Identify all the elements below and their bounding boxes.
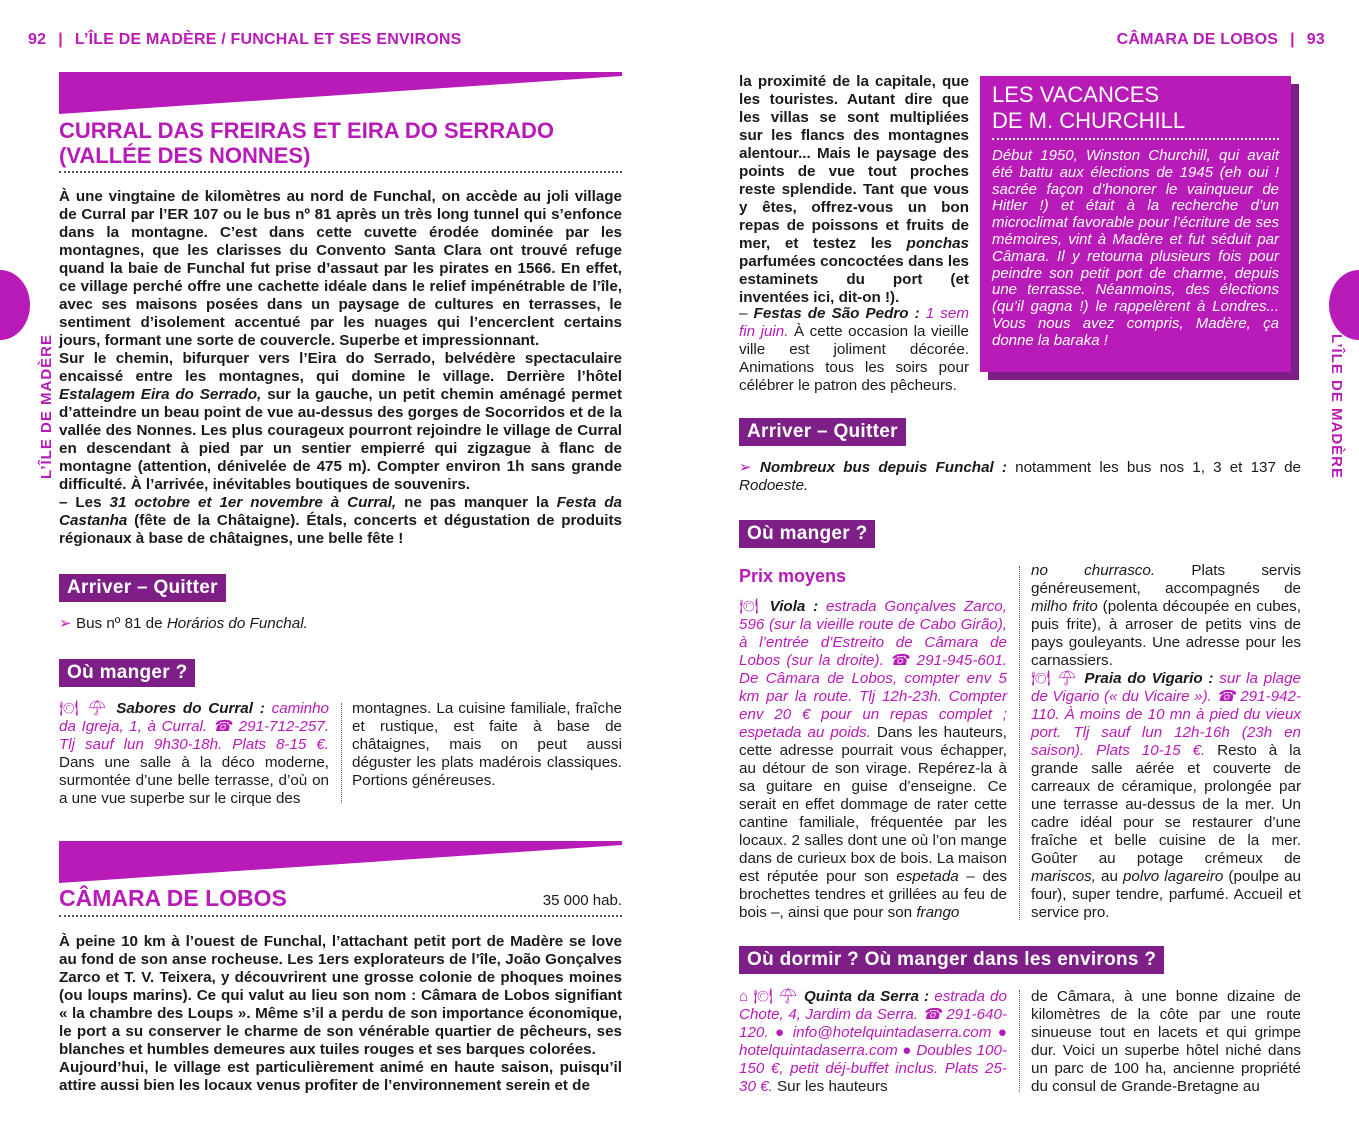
festa-name: Festa da Castanha [59,494,622,529]
espetada: espetada [896,868,959,885]
praia-info: sur la plage de Vigario (« du Vicaire »). ☎ 291-942-110. À moins de 10 mn à pied du vieux port. Tlj sauf lun 12h-16h (23h en saison). Plats 10-15 €. [1031,670,1301,759]
left-side-tab-label: L’ÎLE DE MADÈRE [38,333,56,480]
praia-desc-c: (poulpe au four), super tendre, parfumé. Accueil et service pro. [1031,868,1301,921]
resto-desc-b: montagnes. La cuisine familiale, fraîche et rustique, est faite à base de châtaignes, mais on peut aussi déguster les plats madérois classiques. Portions généreuses. [352,700,622,789]
viola-name: Viola : [769,598,819,615]
quinta-col2 [1031,988,1301,1096]
mariscos: mariscos, [1031,868,1096,885]
arriver-quitter-label-left: Arriver – Quitter [59,574,226,602]
rodoeste: Rodoeste. [739,477,809,494]
curral-intro [59,188,622,548]
camara-divider [59,915,622,917]
arriver-text-right: notamment les bus nos 1, 3 et 137 de [1006,459,1301,476]
para3-a: – Les [59,494,110,511]
resto-sabores-col2 [352,700,622,790]
resto-viola [739,598,1007,922]
arriver-text: Bus nº 81 de [75,615,167,632]
column-divider-quinta [1019,990,1020,1092]
resto-info: caminho da Igreja, 1, à Curral. ☎ 291-712-257. Tlj sauf lun 9h30-18h. Plats 8-15 €. [59,700,329,753]
box-title-line-1: LES VACANCES [992,82,1160,107]
para2-a: Sur le chemin, bifurquer vers l’Eira do Serrado, belvédère spectaculaire encaissé entre les montagnes, qui domine le village. Derrière l’hôtel [59,350,622,385]
festas-name: Festas de São Pedro : [753,305,920,322]
section-title-camara: CÂMARA DE LOBOS [59,885,287,911]
resto-desc-a: Dans une salle à la déco moderne, surmontée d’une belle terrasse, d’où on a une vue superbe sur le cirque des [59,754,329,807]
churchill-box [980,76,1291,372]
hotel-name: Estalagem Eira do Serrado, [59,386,262,403]
frango: frango [916,904,960,921]
resto-sabores-col1 [59,700,329,808]
section-banner-curral [59,72,622,114]
box-divider [992,138,1279,140]
churchill-title [992,82,1279,134]
title-line-1: CURRAL DAS FREIRAS ET EIRA DO SERRADO [59,118,555,143]
box-title-line-2: DE M. CHURCHILL [992,108,1186,133]
ou-dormir-label: Où dormir ? Où manger dans les environs ? [739,946,1164,974]
title-line-2: (VALLÉE DES NONNES) [59,143,311,168]
polvo: polvo lagareiro [1122,868,1224,885]
continued-b: parfumées concoctées dans les estaminets du port (et inventées ici, dit-on !). [739,253,969,306]
right-running-header [1117,31,1325,49]
festa-date: 31 octobre et 1er novembre à Curral, [109,494,397,511]
camara-para2: Aujourd’hui, le village est particulièrement animé en haute saison, puisqu’il attire aussi bien les locaux venus profiter de l’environnement serein et de [59,1059,622,1094]
col2-b: Plats servis généreusement, accompagnés de [1031,562,1301,597]
intro-text: À une vingtaine de kilomètres au nord de Funchal, on accède au joli village de Curral par l’ER 107 ou le bus nº 81 après un très long tunnel qui s’enfonce dans la montagne. C’est dans cette cuvette érodée dominée par les montagnes, que les clarisses du Convento Santa Clara ont trouvé refuge quand la baie de Funchal fut prise d’assaut par les pirates en 1566. En effet, ce village perché offre une cachette idéale dans le relief impénétrable de l’île, avec ses maisons posées dans un paysage de cultures en terrasses, le sentiment d’isolement accentué par les nuages qui l’encerclent certains jours, formant une sorte de couvercle. Superbe et impressionnant. [59,188,622,349]
churchill-text: Début 1950, Winston Churchill, qui avait été battu aux élections de 1945 (eh oui ! sacrée façon d’honorer le vainqueur de Hitler !) et était à la recherche d’un microclimat favorable pour l’écriture de ses mémoires, vint à Madère et fut séduit par Câmara. Il y retourna plusieurs fois pour peindre son petit port de charme, depuis une terrasse. Néanmoins, des élections (qu’il gagna !) le rappelèrent à Londres... Vous nous avez compris, Madère, ça donne la baraka ! [992,147,1279,349]
header-separator: | [58,31,63,48]
left-side-tab [0,270,30,340]
praia-desc-b: au [1095,868,1123,885]
para3-c: (fête de la Châtaigne). Étals, concerts et dégustation de produits régionaux à base de châtaignes, une belle fête ! [59,512,622,547]
para2-b: sur la gauche, un petit chemin aménagé permet d’atteindre un beau point de vue au-dessus des gorges de Socorridos et de la vallée des Nonnes. Les plus courageux pourront rejoindre le village de Curral en descendant à pied par un sentier empierré qui zigzague à flanc de montagne (attention, dénivelée de 475 m). Compter environ 1h sans grande difficulté. À l’arrivée, inévitables boutiques de souvenirs. [59,386,622,493]
praia-desc-a: Resto à la grande salle aérée et couverte de carreaux de céramique, prolongée par une terrasse au-dessus de la mer. Un cadre idéal pour se restaurer d’une fraîche et belle cuisine de la mer. Goûter au potage crémeux de [1031,742,1301,867]
arriver-quitter-text-left [59,615,622,633]
header-separator: | [1290,31,1295,48]
camara-continued [739,73,969,307]
viola-info: estrada Gonçalves Zarco, 596 (sur la vieille route de Cabo Girão), à l’entrée d’Estreito de Câmara de Lobos (sur la droite). ☎ 291-945-601. De Câmara de Lobos, compter env 5 km par la route. Tlj 12h-23h. Compter env 20 € pour un repas complet ; espetada au poids. [739,598,1007,741]
festas-dash: – [739,305,754,322]
arrow-icon: ➢ [59,615,72,632]
festas-date: 1 sem fin juin. [739,305,969,340]
arrow-icon: ➢ [739,459,752,476]
restaurant-icon: 🍽 [739,598,762,615]
arriver-quitter-text-right [739,459,1301,495]
population: 35 000 hab. [542,892,622,909]
resto-col2 [1031,562,1301,922]
section-title-curral [59,118,622,168]
arriver-bold: Nombreux bus depuis Funchal : [759,459,1007,476]
ou-manger-label-right: Où manger ? [739,520,875,548]
restaurant-icon: 🍽 ☂ [59,700,110,717]
right-header-title: CÂMARA DE LOBOS [1116,31,1279,48]
column-divider-right [1019,566,1020,920]
festas-sao-pedro [739,305,969,395]
col2-c: (polenta découpée en cubes, puis frite), à arroser de petits vins de pays gouleyants. Une adresse pour les carnassiers. [1031,598,1301,669]
quinta-desc-b: de Câmara, à une bonne dizaine de kilomètres de la côte par une route sinueuse tout en lacets et qui grimpe dur. Voici un superbe hôtel niché dans un parc de 100 ha, ancienne propriété du consul de Grande-Bretagne au [1031,988,1301,1095]
milho-frito: milho frito [1031,598,1098,615]
left-header-title: L’ÎLE DE MADÈRE / FUNCHAL ET SES ENVIRONS [74,31,462,48]
resto-name: Sabores do Curral : [116,700,265,717]
right-side-tab-label: L’ÎLE DE MADÈRE [1328,333,1346,480]
section-banner-camara [59,841,622,883]
left-page-number: 92 [28,31,47,48]
right-side-tab [1329,270,1359,340]
quinta-name: Quinta da Serra : [803,988,930,1005]
left-running-header [28,31,462,49]
festas-desc: À cette occasion la vieille ville est joliment décorée. Animations tous les soirs pour célébrer le patron des pêcheurs. [739,323,969,394]
column-divider-left [341,703,342,803]
title-divider [59,171,622,173]
quinta-info: estrada do Chote, 4, Jardim da Serra. ☎ 291-640-120. ● info@hotelquintadaserra.com ● hotelquintadaserra.com ● Doubles 100-150 €, petit déj-buffet inclus. Plats 25-30 €. [739,988,1007,1095]
camara-intro [59,933,622,1095]
viola-desc-b: – des brochettes tendres et grillées au feu de bois –, ainsi que pour son [739,868,1007,921]
churrasco: no churrasco. [1031,562,1156,579]
quinta-col1 [739,988,1007,1096]
ponchas: ponchas [906,235,969,252]
camara-intro-text: À peine 10 km à l’ouest de Funchal, l’attachant petit port de Madère se love au fond de son anse rocheuse. Les 1ers explorateurs de l’île, João Gonçalves Zarco et T. V. Teixera, y découvrirent une grosse colonie de phoques moines (ou loups marins). Ce qui valut au lieu son nom : Câmara de Lobos signifiant « la chambre des Loups ». Même s’il a perdu de son importance économique, le port a su conserver le charme de son vénérable quartier de pêcheurs, ses blanches et humbles demeures aux tuiles rouges et ses barques colorées. [59,933,622,1058]
viola-desc-a: Dans les hauteurs, cette adresse pourrait vous échapper, au détour de son virage. Repérez-la à sa guitare en guise d’enseigne. Ce serait en effet dommage de rater cette cantine familiale, fréquentée par les locaux. 2 salles dont une où l’on mange dans de curieux box de bois. La maison est réputée pour son [739,724,1007,885]
hotel-restaurant-icon: ⌂ 🍽 ☂ [739,988,799,1005]
praia-name: Praia do Vigario : [1084,670,1214,687]
prix-moyens-heading: Prix moyens [739,566,847,586]
ou-manger-label-left: Où manger ? [59,659,195,687]
arriver-quitter-label-right: Arriver – Quitter [739,418,906,446]
quinta-desc-a: Sur les hauteurs [772,1078,888,1095]
right-page-number: 93 [1306,31,1325,48]
continued-text: la proximité de la capitale, que les touristes. Autant dire que les villas se sont multipliées sur les flancs des montagnes alentour... Mais le paysage des points de vue tout proches reste splendide. Tant que vous y êtes, offrez-vous un bon repas de poissons et fruits de mer, et testez les [739,73,969,252]
arriver-italic: Horários do Funchal. [166,615,308,632]
restaurant-icon: 🍽 ☂ [1031,670,1079,687]
para3-b: ne pas manquer la [396,494,557,511]
